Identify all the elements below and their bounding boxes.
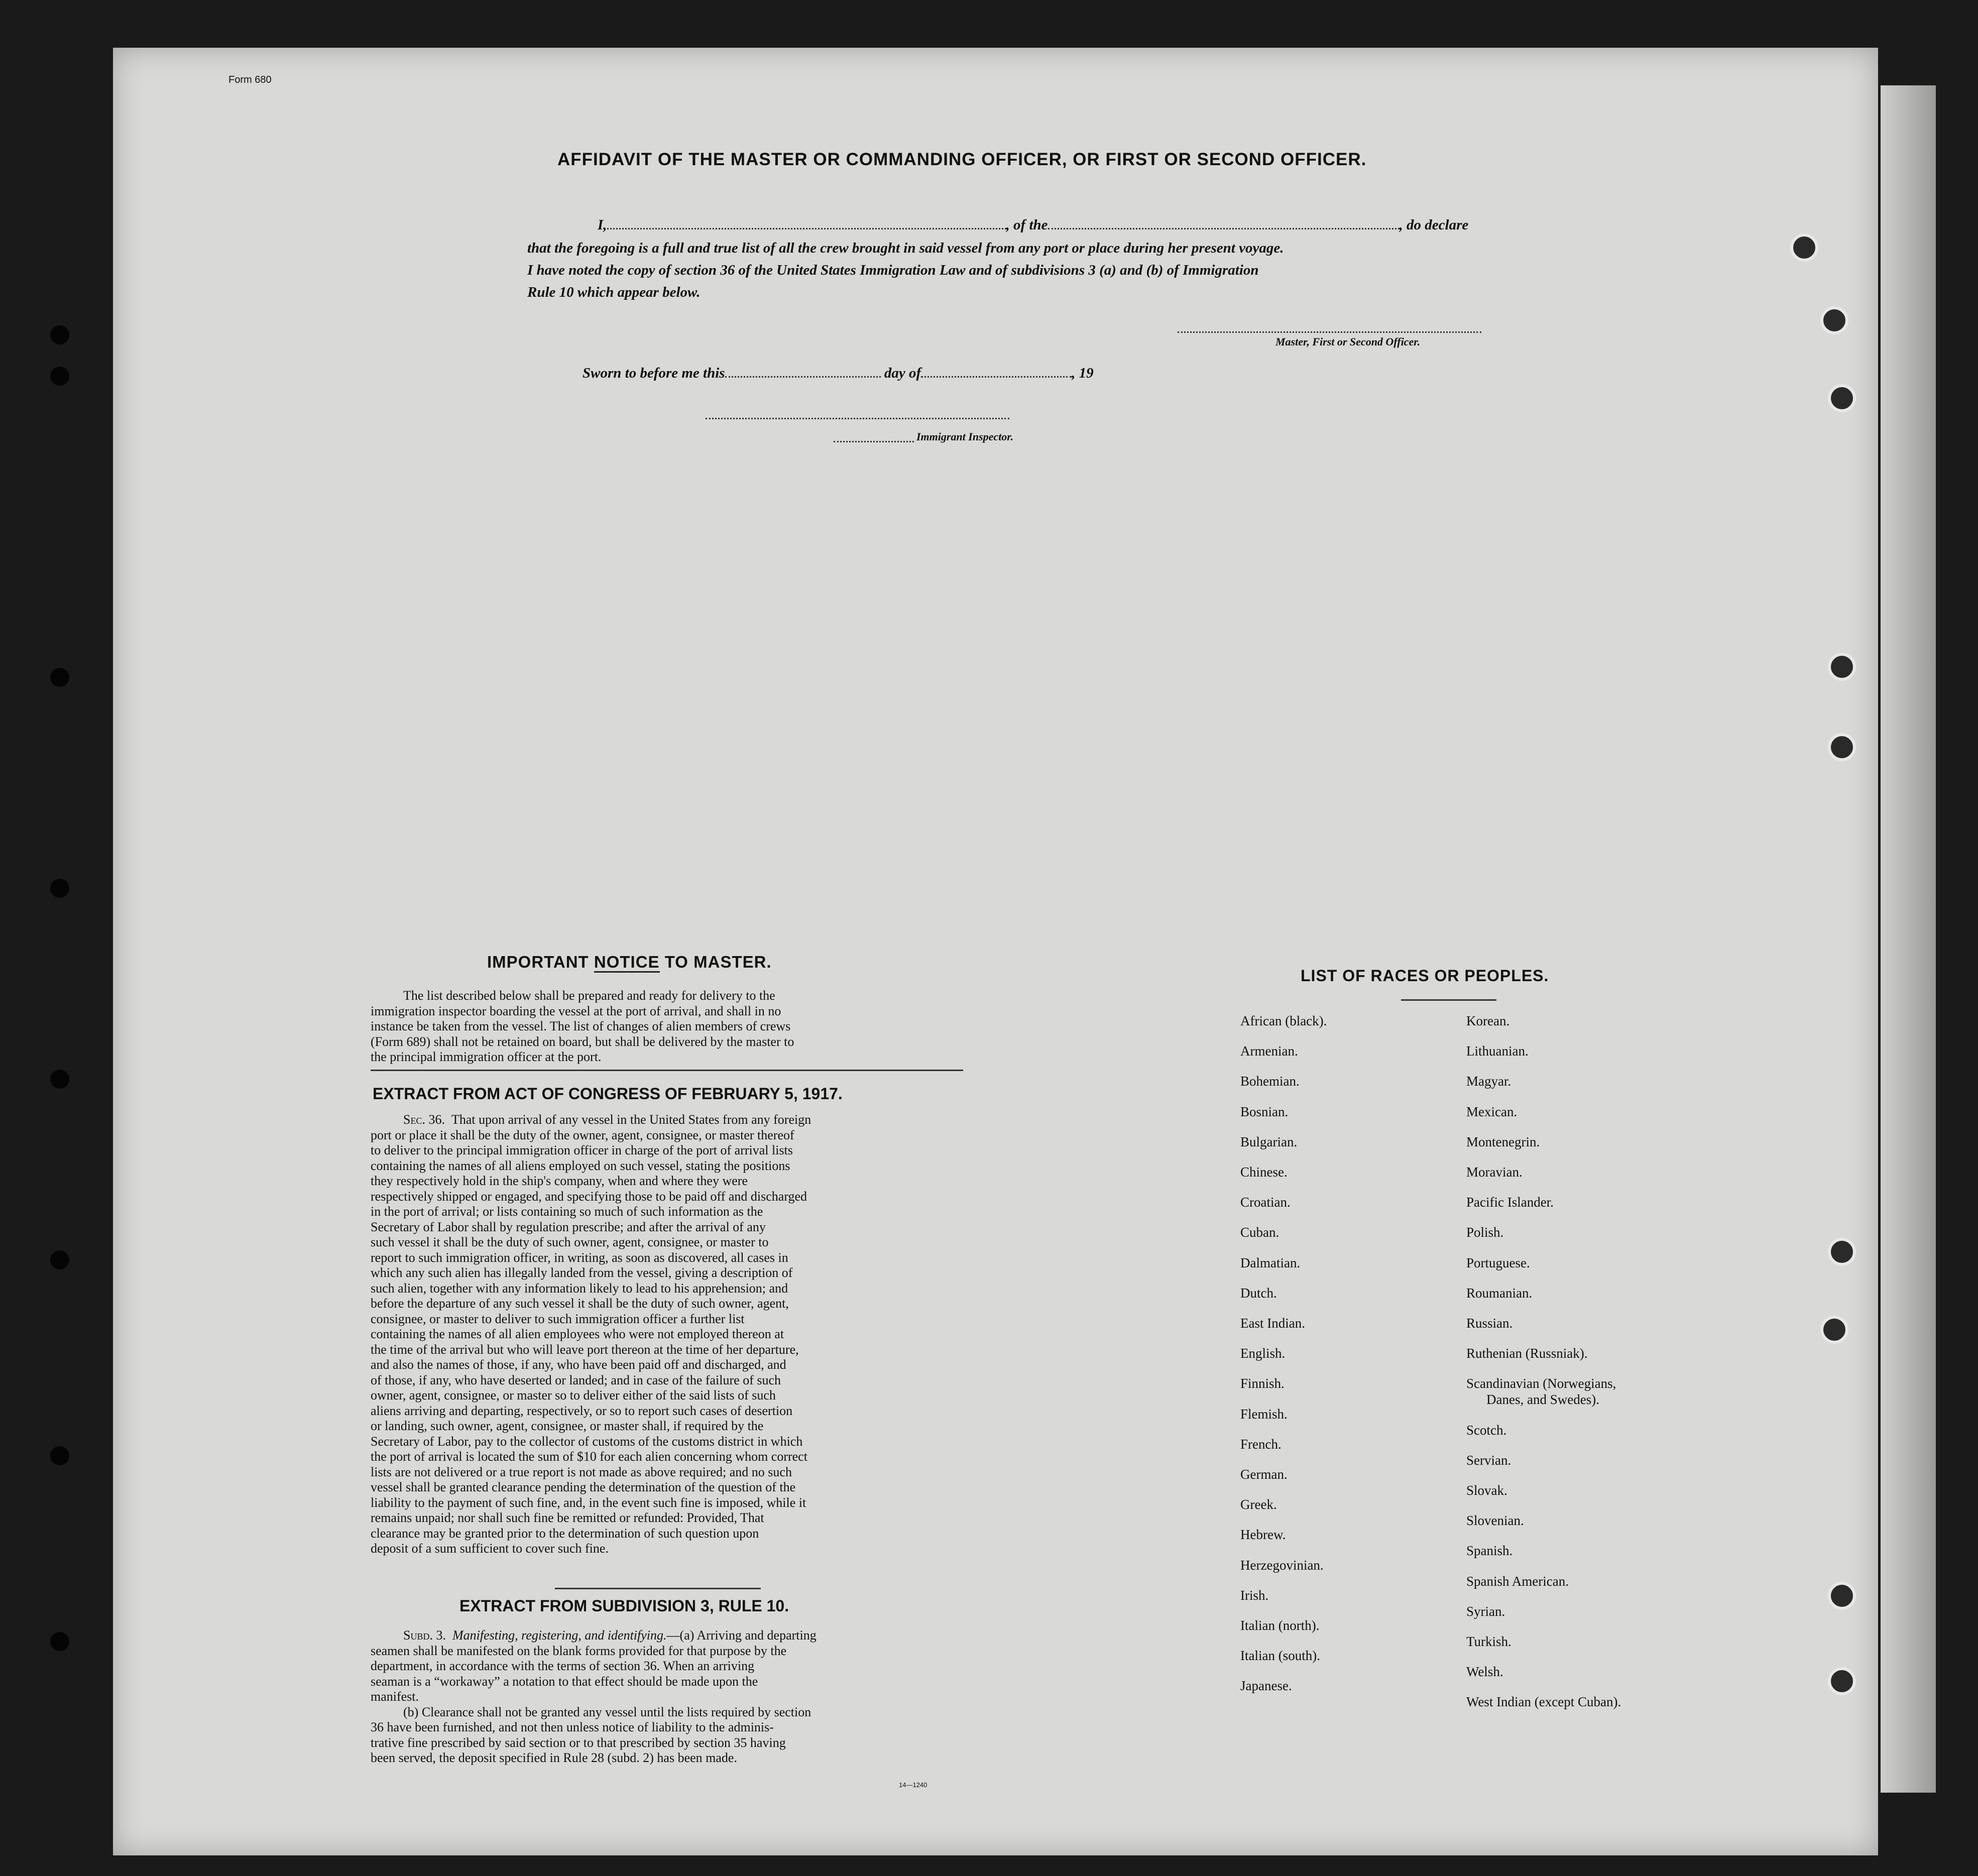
race-item: Ruthenian (Russniak). xyxy=(1466,1346,1588,1361)
notice-line: (Form 689) shall not be retained on board, but shall be delivered by the master to xyxy=(371,1034,794,1049)
races-title: LIST OF RACES OR PEOPLES. xyxy=(1301,967,1549,985)
punch-hole xyxy=(1828,1667,1856,1695)
section-label: Sec. 36. xyxy=(403,1112,445,1127)
act-line: or landing, such owner, agent, consignee, or master shall, if required by the xyxy=(371,1419,764,1433)
rule-line: department, in accordance with the terms of section 36. When an arriving xyxy=(371,1659,755,1673)
race-item: Lithuanian. xyxy=(1466,1043,1529,1059)
race-item: Dutch. xyxy=(1240,1285,1277,1301)
race-item: Slovak. xyxy=(1466,1483,1507,1498)
race-item: Italian (north). xyxy=(1240,1618,1320,1633)
divider xyxy=(555,1588,761,1589)
act-line: lists are not delivered or a true report is not made as above required; and no such xyxy=(371,1464,792,1479)
notice-line: instance be taken from the vessel. The list of changes of alien members of crews xyxy=(371,1019,791,1033)
act-line: Secretary of Labor shall by regulation prescribe; and after the arrival of any xyxy=(371,1219,766,1234)
punch-hole xyxy=(1828,733,1856,761)
notice-body xyxy=(371,988,961,1065)
punch-hole xyxy=(1820,1316,1848,1344)
page-edge xyxy=(1881,85,1936,1793)
race-item: German. xyxy=(1240,1467,1288,1482)
race-item: Spanish. xyxy=(1466,1543,1513,1559)
sworn-day-of: day of xyxy=(884,365,921,381)
race-item: Bosnian. xyxy=(1240,1104,1289,1119)
form-number: Form 680 xyxy=(228,74,272,85)
extract-rule-title: EXTRACT FROM SUBDIVISION 3, RULE 10. xyxy=(459,1597,789,1615)
act-line: Sec. 36. That upon arrival of any vessel in the United States from any foreign xyxy=(403,1112,811,1127)
act-line: deposit of a sum sufficient to cover such fine. xyxy=(371,1541,609,1556)
master-signature-line[interactable] xyxy=(1178,331,1481,333)
race-item: West Indian (except Cuban). xyxy=(1466,1694,1621,1710)
act-line: port or place it shall be the duty of the owner, agent, consignee, or master thereof xyxy=(371,1127,794,1142)
race-item: Syrian. xyxy=(1466,1603,1505,1619)
act-line: consignee, or master to deliver to such immigration officer a further list xyxy=(371,1311,745,1326)
punch-hole xyxy=(1790,233,1818,262)
extract-act-body xyxy=(371,1112,961,1557)
act-line: to deliver to the principal immigration officer in charge of the port of arrival lists xyxy=(371,1143,793,1157)
divider xyxy=(371,1070,963,1071)
act-line: report to such immigration officer, in writing, as soon as discovered, all cases in xyxy=(371,1250,788,1265)
inspector-label: Immigrant Inspector. xyxy=(916,430,1014,443)
sworn-text: Sworn to before me this xyxy=(583,365,725,381)
rule-line: (b) Clearance shall not be granted any vessel until the lists required by section xyxy=(403,1704,811,1719)
act-line: containing the names of all alien employees who were not employed thereon at xyxy=(371,1327,784,1341)
divider xyxy=(1401,999,1496,1001)
notice-line: the principal immigration officer at the port. xyxy=(371,1049,602,1064)
race-item: Armenian. xyxy=(1240,1043,1298,1059)
act-line: which any such alien has illegally landed from the vessel, giving a description of xyxy=(371,1265,793,1280)
race-item: Herzegovinian. xyxy=(1240,1557,1324,1573)
race-item: Spanish American. xyxy=(1466,1573,1569,1589)
sworn-day-field[interactable] xyxy=(725,376,881,378)
binder-hole xyxy=(50,367,69,386)
act-line: such vessel it shall be the duty of such owner, agent, consignee, or master to xyxy=(371,1235,769,1249)
race-item: Korean. xyxy=(1466,1013,1510,1028)
officer-name-field[interactable] xyxy=(607,228,1006,229)
rule-line: Subd. 3. Manifesting, registering, and identifying.—(a) Arriving and departing xyxy=(403,1628,817,1643)
act-line: and also the names of those, if any, who have been paid off and discharged, and xyxy=(371,1357,786,1372)
affidavit-of-the: , of the xyxy=(1006,217,1048,233)
race-item: Portuguese. xyxy=(1466,1255,1530,1270)
race-item: Russian. xyxy=(1466,1316,1513,1331)
act-line: owner, agent, consignee, or master so to deliver either of the said lists of such xyxy=(371,1388,776,1402)
act-line: Secretary of Labor, pay to the collector of customs of the customs district in which xyxy=(371,1434,803,1449)
notice-title-mid: NOTICE xyxy=(594,953,660,973)
sworn-month-field[interactable] xyxy=(921,376,1072,378)
act-line: they respectively hold in the ship's company, when and where they were xyxy=(371,1174,748,1188)
race-item: Polish. xyxy=(1466,1225,1504,1240)
race-item: Pacific Islander. xyxy=(1466,1195,1554,1210)
race-item: Servian. xyxy=(1466,1452,1511,1468)
race-item: Turkish. xyxy=(1466,1634,1511,1649)
affidavit-line-2: that the foregoing is a full and true list of all the crew brought in said vessel from any port or place during her present voyage. xyxy=(527,240,1284,256)
act-line: the port of arrival is located the sum of $10 for each alien concerning whom correct xyxy=(371,1449,807,1464)
race-item: English. xyxy=(1240,1346,1286,1361)
race-item: Chinese. xyxy=(1240,1164,1288,1180)
race-item: Slovenian. xyxy=(1466,1513,1524,1529)
punch-hole xyxy=(1828,653,1856,681)
race-item: Italian (south). xyxy=(1240,1648,1320,1664)
act-line: vessel shall be granted clearance pending the determination of the question of the xyxy=(371,1480,796,1494)
punch-hole xyxy=(1828,384,1856,412)
race-item: Scandinavian (Norwegians, xyxy=(1466,1376,1616,1391)
race-item: Magyar. xyxy=(1466,1074,1511,1089)
binder-hole xyxy=(50,325,69,344)
binder-hole xyxy=(50,668,69,687)
binder-hole xyxy=(50,1446,69,1465)
race-item: French. xyxy=(1240,1436,1282,1452)
act-line: respectively shipped or engaged, and specifying those to be paid off and discharged xyxy=(371,1189,807,1204)
subd-heading: Manifesting, registering, and identifying. xyxy=(452,1628,667,1643)
race-item: Croatian. xyxy=(1240,1195,1291,1210)
race-item: Scotch. xyxy=(1466,1422,1507,1438)
race-item: Hebrew. xyxy=(1240,1527,1286,1543)
binder-hole xyxy=(50,1250,69,1269)
master-label: Master, First or Second Officer. xyxy=(1275,335,1421,348)
inspector-dots xyxy=(834,441,914,442)
rule-line: seamen shall be manifested on the blank forms provided for that purpose by the xyxy=(371,1643,787,1658)
affidavit-line-3: I have noted the copy of section 36 of the United States Immigration Law and of subdivisions 3 (a) and (b) of Immigration xyxy=(527,262,1259,278)
punch-hole xyxy=(1828,1582,1856,1610)
sworn-line xyxy=(583,365,1094,382)
race-item: Greek. xyxy=(1240,1497,1277,1512)
binder-hole xyxy=(50,1070,69,1089)
vessel-name-field[interactable] xyxy=(1048,228,1400,229)
affidavit-declare: , do declare xyxy=(1399,217,1469,233)
binder-hole xyxy=(50,1632,69,1651)
rule-line: seaman is a “workaway” a notation to that effect should be made upon the xyxy=(371,1674,758,1689)
race-item: Flemish. xyxy=(1240,1406,1288,1422)
race-item: Welsh. xyxy=(1466,1664,1503,1680)
extract-rule-body xyxy=(371,1628,961,1766)
act-line: before the departure of any such vessel it shall be the duty of such owner, agent, xyxy=(371,1296,789,1311)
binder-hole xyxy=(50,879,69,898)
race-item: Bulgarian. xyxy=(1240,1134,1298,1149)
rule-line: been served, the deposit specified in Rule 28 (subd. 2) has been made. xyxy=(371,1750,737,1765)
act-line: liability to the payment of such fine, and, in the event such fine is imposed, while it xyxy=(371,1495,806,1510)
notice-title-post: TO MASTER. xyxy=(664,953,772,971)
subd-label: Subd. 3. xyxy=(403,1628,446,1643)
act-line: clearance may be granted prior to the determination of such question upon xyxy=(371,1526,759,1541)
act-line: remains unpaid; nor shall such fine be remitted or refunded: Provided, That xyxy=(371,1510,764,1525)
race-item: Montenegrin. xyxy=(1466,1134,1540,1149)
inspector-signature-line[interactable] xyxy=(706,418,1009,419)
race-item: Roumanian. xyxy=(1466,1285,1533,1301)
sworn-year: , 19 xyxy=(1072,365,1094,381)
race-item: Dalmatian. xyxy=(1240,1255,1301,1270)
race-item: Irish. xyxy=(1240,1587,1269,1603)
act-line: aliens arriving and departing, respectively, or so to report such cases of desertion xyxy=(371,1403,793,1418)
affidavit-title: AFFIDAVIT OF THE MASTER OR COMMANDING OFFICER, OR FIRST OR SECOND OFFICER. xyxy=(557,150,1367,169)
race-item: Finnish. xyxy=(1240,1376,1285,1391)
document-page xyxy=(113,48,1878,1855)
race-item: Mexican. xyxy=(1466,1104,1518,1119)
punch-hole xyxy=(1828,1238,1856,1266)
race-item: African (black). xyxy=(1240,1013,1327,1028)
race-item: Japanese. xyxy=(1240,1678,1292,1694)
race-item: East Indian. xyxy=(1240,1316,1305,1331)
extract-act-title: EXTRACT FROM ACT OF CONGRESS OF FEBRUARY 5, 1917. xyxy=(373,1085,843,1103)
notice-title xyxy=(487,953,772,972)
affidavit-line-4: Rule 10 which appear below. xyxy=(527,284,701,300)
race-item: Bohemian. xyxy=(1240,1074,1300,1089)
footer-code: 14—1240 xyxy=(899,1781,927,1789)
punch-hole xyxy=(1820,306,1848,334)
notice-line: immigration inspector boarding the vessel at the port of arrival, and shall in no xyxy=(371,1003,781,1018)
act-line: in the port of arrival; or lists containing so much of such information as the xyxy=(371,1204,763,1219)
notice-line: The list described below shall be prepared and ready for delivery to the xyxy=(403,988,775,1003)
rule-line: trative fine prescribed by said section or to that prescribed by section 35 having xyxy=(371,1735,786,1750)
affidavit-line-1 xyxy=(598,217,1468,233)
act-line: the time of the arrival but who will leave port thereon at the time of her departure, xyxy=(371,1342,799,1357)
rule-line: manifest. xyxy=(371,1689,419,1704)
act-line: containing the names of all aliens employed on such vessel, stating the positions xyxy=(371,1158,790,1173)
notice-title-pre: IMPORTANT xyxy=(487,953,589,971)
race-item: Danes, and Swedes). xyxy=(1486,1392,1599,1408)
race-item: Moravian. xyxy=(1466,1164,1523,1180)
affidavit-i: I, xyxy=(598,217,607,233)
rule-line: 36 have been furnished, and not then unless notice of liability to the adminis- xyxy=(371,1720,774,1734)
race-item: Cuban. xyxy=(1240,1225,1279,1240)
act-line: of those, if any, who have deserted or landed; and in case of the failure of such xyxy=(371,1372,781,1387)
act-line: such alien, together with any information likely to lead to his apprehension; and xyxy=(371,1280,788,1296)
